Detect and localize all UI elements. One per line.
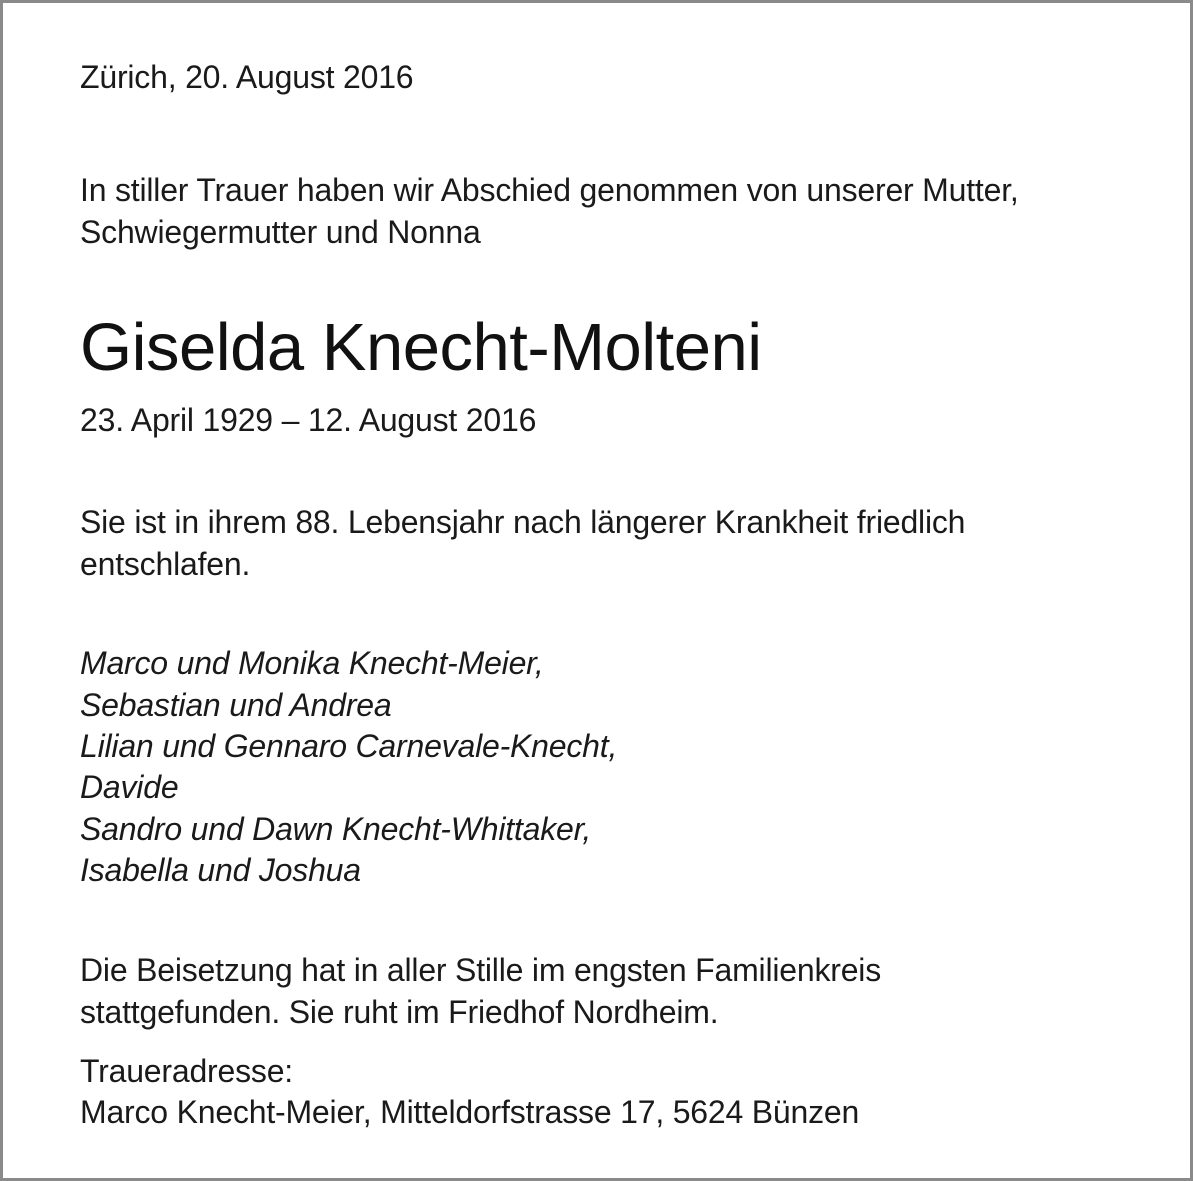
burial-line-2: stattgefunden. Sie ruht im Friedhof Nordheim. — [80, 994, 719, 1030]
deceased-name: Giselda Knecht-Molteni — [80, 310, 762, 385]
passing-line-2: entschlafen. — [80, 546, 251, 582]
passing-line-1: Sie ist in ihrem 88. Lebensjahr nach längerer Krankheit friedlich — [80, 504, 966, 540]
address-value: Marco Knecht-Meier, Mitteldorfstrasse 17, 5624 Bünzen — [80, 1094, 860, 1130]
place-date: Zürich, 20. August 2016 — [80, 59, 414, 95]
mourner-line: Isabella und Joshua — [80, 852, 361, 888]
intro-line-2: Schwiegermutter und Nonna — [80, 214, 481, 250]
mourner-line: Sandro und Dawn Knecht-Whittaker, — [80, 811, 592, 847]
mourner-line: Lilian und Gennaro Carnevale-Knecht, — [80, 728, 618, 764]
burial-line-1: Die Beisetzung hat in aller Stille im engsten Familienkreis — [80, 952, 882, 988]
intro-line-1: In stiller Trauer haben wir Abschied genommen von unserer Mutter, — [80, 172, 1019, 208]
address-label: Traueradresse: — [80, 1053, 293, 1089]
mourner-line: Marco und Monika Knecht-Meier, — [80, 645, 544, 681]
mourner-line: Davide — [80, 769, 179, 805]
life-dates: 23. April 1929 – 12. August 2016 — [80, 402, 537, 438]
mourner-line: Sebastian und Andrea — [80, 687, 392, 723]
